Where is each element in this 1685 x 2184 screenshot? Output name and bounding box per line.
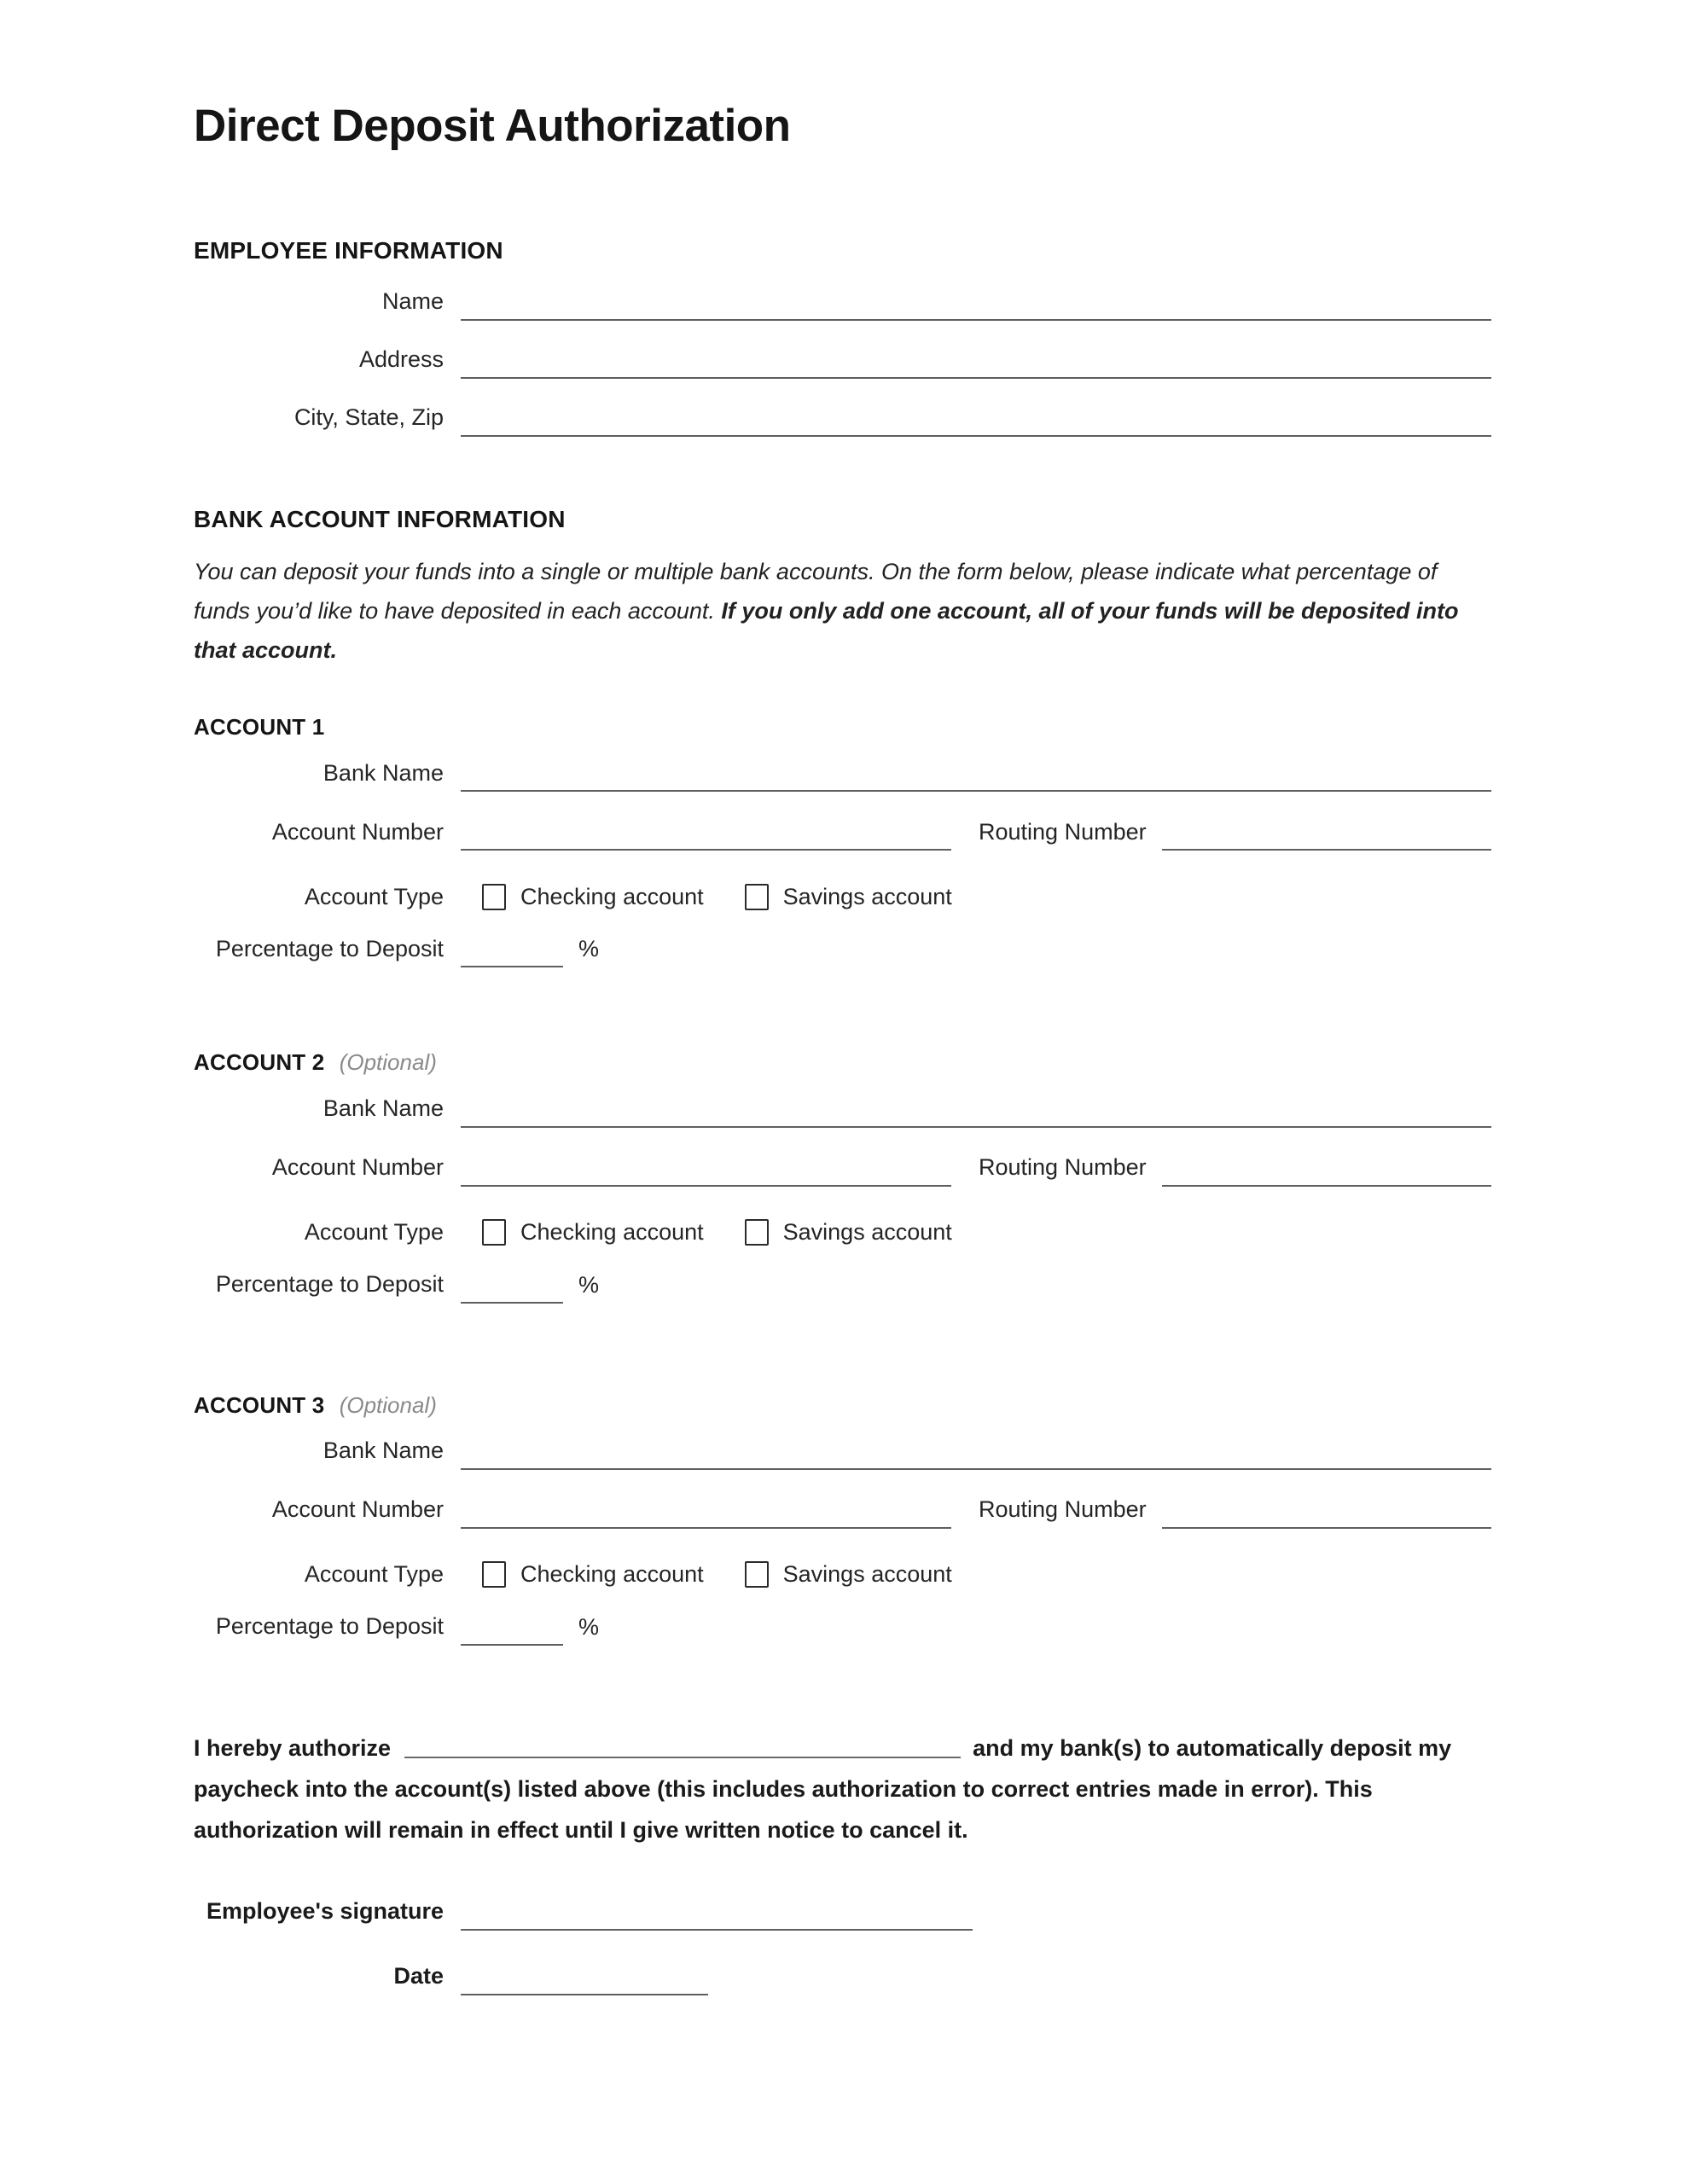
employee-signature-row <box>194 1893 1491 1931</box>
account-1-routing-number-input[interactable] <box>1162 818 1491 851</box>
account-2-account-number-input[interactable] <box>461 1154 951 1187</box>
percentage-to-deposit-label: Percentage to Deposit <box>215 1613 444 1640</box>
account-2-savings-checkbox[interactable] <box>745 1219 769 1246</box>
account-3-savings-checkbox[interactable] <box>745 1561 769 1588</box>
account-type-label: Account Type <box>304 884 444 910</box>
city-state-zip-label: City, State, Zip <box>293 404 444 431</box>
savings-account-label: Savings account <box>782 883 952 909</box>
account-3-heading <box>194 1392 1491 1419</box>
account-2-bank-name-row <box>194 1090 1491 1128</box>
checking-account-label: Checking account <box>520 1561 704 1588</box>
bank-name-label: Bank Name <box>322 1095 444 1122</box>
account-1-percentage-input[interactable] <box>461 935 563 967</box>
employee-information-heading: EMPLOYEE INFORMATION <box>194 236 503 264</box>
account-number-label: Account Number <box>271 1496 444 1523</box>
account-3-bank-name-row <box>194 1432 1491 1470</box>
account-1-bank-name-input[interactable] <box>461 759 1491 792</box>
percentage-to-deposit-label: Percentage to Deposit <box>215 1271 444 1298</box>
percent-sign: % <box>578 1271 600 1298</box>
bank-account-intro <box>194 552 1491 670</box>
account-2-percentage-input[interactable] <box>461 1271 563 1304</box>
account-1-numbers-row <box>194 813 1491 851</box>
city-state-zip-field-row <box>194 399 1491 437</box>
account-2-title: ACCOUNT 2 <box>194 1049 325 1076</box>
account-1-checking-checkbox[interactable] <box>482 884 506 910</box>
account-1-account-number-input[interactable] <box>461 818 951 851</box>
page-title: Direct Deposit Authorization <box>194 101 791 151</box>
date-row <box>194 1958 1491 1995</box>
account-1-savings-checkbox[interactable] <box>745 884 769 910</box>
account-2-optional-tag: (Optional) <box>339 1049 437 1076</box>
account-3-routing-number-input[interactable] <box>1162 1496 1491 1529</box>
account-1-type-row <box>194 881 1491 912</box>
address-label: Address <box>358 346 444 373</box>
percent-sign: % <box>578 1613 600 1640</box>
account-number-label: Account Number <box>271 1154 444 1181</box>
account-3-percentage-row <box>194 1608 1491 1646</box>
name-field-row <box>194 283 1491 321</box>
account-3-account-number-input[interactable] <box>461 1496 951 1529</box>
address-field-row <box>194 341 1491 379</box>
account-2-checking-checkbox[interactable] <box>482 1219 506 1246</box>
account-3-percentage-input[interactable] <box>461 1613 563 1646</box>
date-label: Date <box>393 1963 444 1989</box>
account-3-optional-tag: (Optional) <box>339 1391 437 1418</box>
account-number-label: Account Number <box>271 818 444 845</box>
checking-account-label: Checking account <box>520 1219 704 1245</box>
authorization-text-before: I hereby authorize <box>194 1734 392 1761</box>
percent-sign: % <box>578 936 600 962</box>
account-2-type-row <box>194 1217 1491 1248</box>
account-3-title: ACCOUNT 3 <box>194 1391 325 1418</box>
bank-name-label: Bank Name <box>322 759 444 786</box>
date-input[interactable] <box>461 1963 708 1995</box>
routing-number-label: Routing Number <box>979 818 1147 845</box>
address-input[interactable] <box>461 346 1491 379</box>
account-3-numbers-row <box>194 1491 1491 1529</box>
account-3-type-row <box>194 1560 1491 1590</box>
routing-number-label: Routing Number <box>979 1154 1147 1181</box>
account-2-numbers-row <box>194 1149 1491 1187</box>
account-2-percentage-row <box>194 1266 1491 1304</box>
name-input[interactable] <box>461 288 1491 321</box>
account-3-checking-checkbox[interactable] <box>482 1561 506 1588</box>
authorization-text-after: and my bank(s) to automatically deposit my paycheck into the account(s) listed above (this includes authorization to correct entries made in error). This authorization will remain in effect until I give written notice to cancel it. <box>194 1734 1452 1843</box>
account-1-heading <box>194 714 1491 741</box>
account-1-title: ACCOUNT 1 <box>194 714 325 741</box>
authorization-paragraph <box>194 1728 1491 1850</box>
account-2-heading <box>194 1049 1491 1076</box>
intro-regular-text: You can deposit your funds into a single or multiple bank accounts. On the form below, please indicate what percentage of funds you’d like to have deposited in each account. <box>194 559 1438 624</box>
bank-account-information-heading: BANK ACCOUNT INFORMATION <box>194 505 566 532</box>
savings-account-label: Savings account <box>782 1219 952 1245</box>
account-2-routing-number-input[interactable] <box>1162 1154 1491 1187</box>
employee-signature-label: Employee's signature <box>206 1898 444 1925</box>
employee-signature-input[interactable] <box>461 1898 973 1931</box>
account-1-percentage-row <box>194 930 1491 967</box>
checking-account-label: Checking account <box>520 883 704 909</box>
authorized-party-input[interactable] <box>404 1757 961 1758</box>
savings-account-label: Savings account <box>782 1561 952 1588</box>
account-type-label: Account Type <box>304 1561 444 1588</box>
account-3-bank-name-input[interactable] <box>461 1438 1491 1470</box>
bank-name-label: Bank Name <box>322 1438 444 1464</box>
routing-number-label: Routing Number <box>979 1496 1147 1523</box>
name-label: Name <box>381 288 444 315</box>
city-state-zip-input[interactable] <box>461 404 1491 437</box>
account-type-label: Account Type <box>304 1219 444 1246</box>
account-1-bank-name-row <box>194 754 1491 792</box>
account-2-bank-name-input[interactable] <box>461 1095 1491 1128</box>
intro-bold-text: If you only add one account, all of your funds will be deposited into that account. <box>194 598 1459 664</box>
percentage-to-deposit-label: Percentage to Deposit <box>215 935 444 961</box>
